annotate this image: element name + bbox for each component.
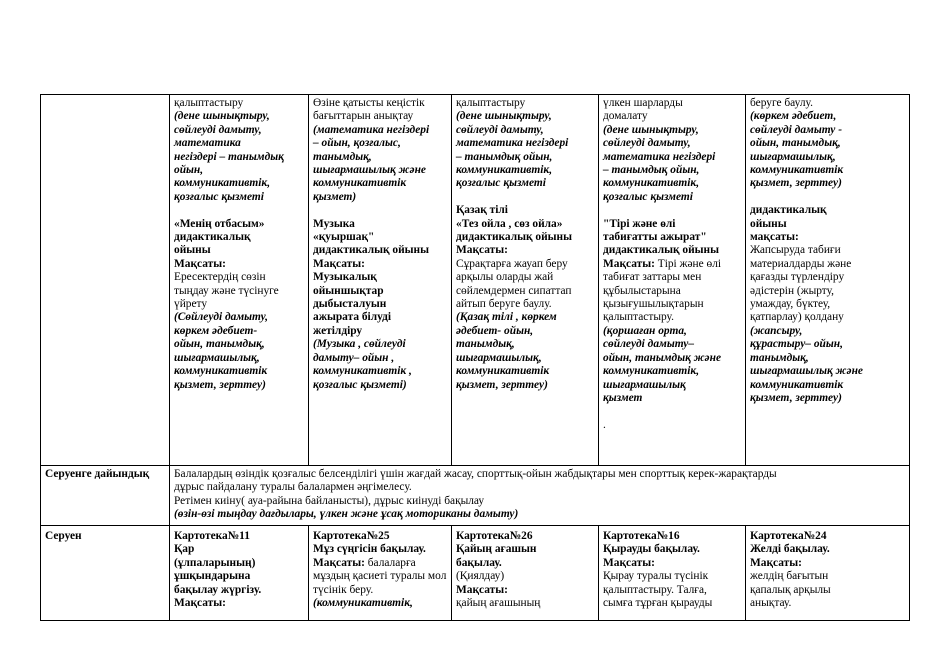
text-line: қызығушылықтарын xyxy=(603,298,704,311)
text-line: ойын, танымдық, xyxy=(174,338,265,351)
text-line: қатпарлау) қолдану xyxy=(750,311,844,324)
cell-day-3 xyxy=(452,95,599,466)
text-line: қызмет) xyxy=(313,190,357,203)
text-line: математика xyxy=(174,137,241,150)
text-line: қозғалыс қызметі xyxy=(456,177,546,190)
text-line: негіздері – танымдық xyxy=(174,150,284,163)
text-line: дидактикалық ойыны xyxy=(603,244,719,257)
text-line: Мақсаты: xyxy=(313,257,365,270)
text-line: Картотека№26 xyxy=(456,530,533,542)
text-line: шығармашылық және xyxy=(750,365,863,378)
text-line: бақылау жүргізу. xyxy=(174,583,262,596)
text-line: дыбысталуын xyxy=(313,298,387,311)
text-line: коммуникативтік xyxy=(174,365,268,378)
text-line: Музыкалық xyxy=(313,271,377,284)
text-line: әдебиет- ойын, xyxy=(456,324,534,337)
text-line: құрастыру– ойын, xyxy=(750,338,843,351)
text-line: қозғалыс қызметі) xyxy=(313,378,407,391)
text-line: (Сөйлеуді дамыту, xyxy=(174,311,268,324)
text-line: (дене шынықтыру, xyxy=(456,110,552,123)
text-line: бағыттарын анықтау xyxy=(313,110,414,123)
text-line: анықтау. xyxy=(750,597,792,610)
text-line: материалдарды және xyxy=(750,257,852,270)
text-line: Картотека№16 xyxy=(603,530,680,542)
text-line: дидактикалық xyxy=(174,231,251,244)
text-line: Қазақ тілі xyxy=(456,204,508,217)
text-line: арқылы оларды жай xyxy=(456,271,554,284)
text-line: Мақсаты: xyxy=(603,556,655,569)
row-label-walk-prep: Серуенге дайындық xyxy=(41,466,170,526)
text-line: дұрыс пайдалану туралы балалармен әңгімелесу. xyxy=(174,481,412,494)
text-line: сөйлеуді дамыту, xyxy=(456,123,544,136)
text-line: сөйлеуді дамыту, xyxy=(174,123,262,136)
text-line: – ойын, қозғалыс, xyxy=(313,137,401,150)
text-line: (қоршаған орта, xyxy=(603,324,687,337)
text-line: коммуникативтік, xyxy=(603,177,700,190)
text-line xyxy=(313,204,447,217)
text-line: (Қиялдау) xyxy=(456,570,505,583)
text-line: түсінік беру. xyxy=(313,583,374,596)
text-line: «қуыршақ" xyxy=(313,231,375,244)
text-line: қызмет xyxy=(603,391,643,404)
text-line: (коммуникативтік, xyxy=(313,597,413,610)
text-line: Мақсаты: xyxy=(174,257,226,270)
text-line: қапалық арқылы xyxy=(750,583,831,596)
text-line: . xyxy=(603,418,606,431)
text-line: Картотека№11 xyxy=(174,530,250,542)
text-line: сөйлемдермен сипаттап xyxy=(456,284,572,297)
text-line: Өзіне қатысты кеңістік xyxy=(313,97,425,109)
walk-day-3 xyxy=(452,526,599,621)
text-line: умаждау, бүктеу, xyxy=(750,298,831,311)
text-line xyxy=(750,191,905,204)
cell-day-1 xyxy=(170,95,309,466)
text-line: коммуникативтік xyxy=(750,164,844,177)
text-line: сөйлеуді дамыту - xyxy=(750,123,842,136)
walk-day-5 xyxy=(746,526,910,621)
table-row xyxy=(41,526,910,621)
row-label-cell xyxy=(41,95,170,466)
text-line: Мақсаты: xyxy=(456,583,508,596)
text-line: мақсаты: xyxy=(750,231,799,244)
text-line: ойыны xyxy=(750,217,787,230)
text-line: қайың ағашының xyxy=(456,597,541,610)
text-line: қалыптастыру. Талға, xyxy=(603,583,707,596)
text-line: ойын, xyxy=(174,164,204,177)
text-line: Қайың ағашын xyxy=(456,543,537,556)
text-line: Картотека№25 xyxy=(313,530,390,542)
text-line: үлкен шарларды xyxy=(603,97,683,109)
text-line: коммуникативтік xyxy=(750,378,844,391)
text-line: қозғалыс қызметі xyxy=(603,190,693,203)
text-line: табиғатты ажырат" xyxy=(603,231,707,244)
text-line: дамыту– ойын , xyxy=(313,351,395,364)
cell-day-5 xyxy=(746,95,910,466)
text-line: шығармашылық және xyxy=(313,164,426,177)
text-line: Музыка xyxy=(313,217,355,230)
text-line: желдің бағытын xyxy=(750,570,829,583)
text-line: танымдық, xyxy=(313,150,372,163)
text-line: дидактикалық ойыны xyxy=(456,231,572,244)
text-line: коммуникативтік, xyxy=(456,164,553,177)
text-line: шығармашылық xyxy=(603,378,686,391)
text-line: Балалардың өзіндік қозғалыс белсенділігі үшін жағдай жасау, спорттық-ойын жабдықтары мен спорттық керек-жарақтарды xyxy=(174,468,777,480)
text-line xyxy=(603,204,741,217)
text-line xyxy=(174,204,304,217)
text-line: сымға тұрған қырауды xyxy=(603,597,713,610)
text-line: шығармашылық, xyxy=(750,150,836,163)
text-line: Картотека№24 xyxy=(750,530,827,542)
text-line: – танымдық ойын, xyxy=(603,164,700,177)
text-line: сөйлеуді дамыту, xyxy=(603,137,691,150)
cell-day-2 xyxy=(309,95,452,466)
text-line: – танымдық ойын, xyxy=(456,150,553,163)
text-line: Мұз сүңгісін бақылау. xyxy=(313,543,426,556)
text-line: «Менің отбасым» xyxy=(174,217,265,230)
text-line: табиғат заттары мен xyxy=(603,271,702,284)
text-line: ойын, танымдық және xyxy=(603,351,721,364)
walk-prep-text xyxy=(170,466,910,526)
text-line xyxy=(456,191,594,204)
text-line: қозғалыс қызметі xyxy=(174,190,264,203)
text-line: Ересектердің сөзін xyxy=(174,271,266,284)
text-line: дидактикалық xyxy=(750,204,827,217)
text-line: коммуникативтік , xyxy=(313,365,412,378)
text-line: (математика негіздері xyxy=(313,123,430,136)
text-line: шығармашылық, xyxy=(456,351,542,364)
text-line: коммуникативтік xyxy=(313,177,407,190)
text-line: қалыптастыру xyxy=(174,97,244,109)
plan-table xyxy=(40,94,910,621)
text-line: (өзін-өзі тыңдау дағдылары, үлкен және ұсақ моториканы дамыту) xyxy=(174,508,519,521)
text-line: танымдық, xyxy=(456,338,515,351)
text-line: (жапсыру, xyxy=(750,324,803,337)
text-line: қызмет, зерттеу) xyxy=(456,378,548,391)
text-line: «Тез ойла , сөз ойла» xyxy=(456,217,563,230)
table-row xyxy=(41,95,910,466)
text-line: құбылыстарына xyxy=(603,284,681,297)
text-line: Ретімен киіну( ауа-райына байланысты), дұрыс киінуді бақылау xyxy=(174,494,485,507)
text-line: қызмет, зерттеу) xyxy=(750,391,842,404)
table-row xyxy=(41,466,910,526)
text-line: ойыншықтар xyxy=(313,284,384,297)
text-line: (дене шынықтыру, xyxy=(603,123,699,136)
text-line: Жапсыруда табиғи xyxy=(750,244,841,257)
text-line: қалыптастыру. xyxy=(603,311,674,324)
text-line: Қар xyxy=(174,543,195,556)
text-line: Мақсаты: xyxy=(456,244,508,257)
text-line: қызмет, зерттеу) xyxy=(750,177,842,190)
text-line: мұздың қасиеті туралы мол xyxy=(313,570,447,583)
text-line: танымдық, xyxy=(750,351,809,364)
text-line: Мақсаты: Тірі және өлі xyxy=(603,257,722,270)
text-line: Қырау туралы түсінік xyxy=(603,570,709,583)
text-line: коммуникативтік, xyxy=(603,365,700,378)
text-line: сөйлеуді дамыту– xyxy=(603,338,695,351)
text-line: (ұлпаларының) xyxy=(174,556,256,569)
text-line: беруге баулу. xyxy=(750,97,813,109)
text-line: Сұрақтарға жауап беру xyxy=(456,257,568,270)
text-line: ойыны xyxy=(174,244,211,257)
text-line: бақылау. xyxy=(456,556,502,569)
text-line: шығармашылық, xyxy=(174,351,260,364)
text-line: (дене шынықтыру, xyxy=(174,110,270,123)
cell-day-4 xyxy=(599,95,746,466)
row-label-walk: Серуен xyxy=(41,526,170,621)
text-line: дидактикалық ойыны xyxy=(313,244,429,257)
text-line: математика негіздері xyxy=(603,150,716,163)
text-line: көркем әдебиет- xyxy=(174,324,258,337)
text-line: тыңдау және түсінуге xyxy=(174,284,279,297)
text-line: айтып беруге баулу. xyxy=(456,298,552,311)
text-line: (Музыка , сөйлеуді xyxy=(313,338,406,351)
text-line: Желді бақылау. xyxy=(750,543,830,556)
text-line xyxy=(603,405,741,418)
walk-day-4 xyxy=(599,526,746,621)
text-line: (көркем әдебиет, xyxy=(750,110,837,123)
walk-day-2 xyxy=(309,526,452,621)
text-line: (Қазақ тілі , көркем xyxy=(456,311,557,324)
text-line: қалыптастыру xyxy=(456,97,526,109)
text-line: домалату xyxy=(603,110,648,123)
text-line: коммуникативтік xyxy=(456,365,550,378)
text-line: қызмет, зерттеу) xyxy=(174,378,266,391)
text-line: қағазды түрлендіру xyxy=(750,271,845,284)
text-line: коммуникативтік, xyxy=(174,177,271,190)
text-line: Мақсаты: xyxy=(750,556,802,569)
text-line: математика негіздері xyxy=(456,137,569,150)
text-line: Мақсаты: xyxy=(174,597,226,610)
walk-day-1 xyxy=(170,526,309,621)
text-line: ұшқындарына xyxy=(174,570,251,583)
text-line: үйрету xyxy=(174,298,208,311)
text-line: жетілдіру xyxy=(313,324,363,337)
text-line: ойын, танымдық, xyxy=(750,137,841,150)
text-line: "Тірі және өлі xyxy=(603,217,676,230)
text-line: Қырауды бақылау. xyxy=(603,543,700,556)
text-line: әдістерін (жырту, xyxy=(750,284,834,297)
text-line: ажырата білуді xyxy=(313,311,392,324)
text-line: Мақсаты: балаларға xyxy=(313,556,416,569)
